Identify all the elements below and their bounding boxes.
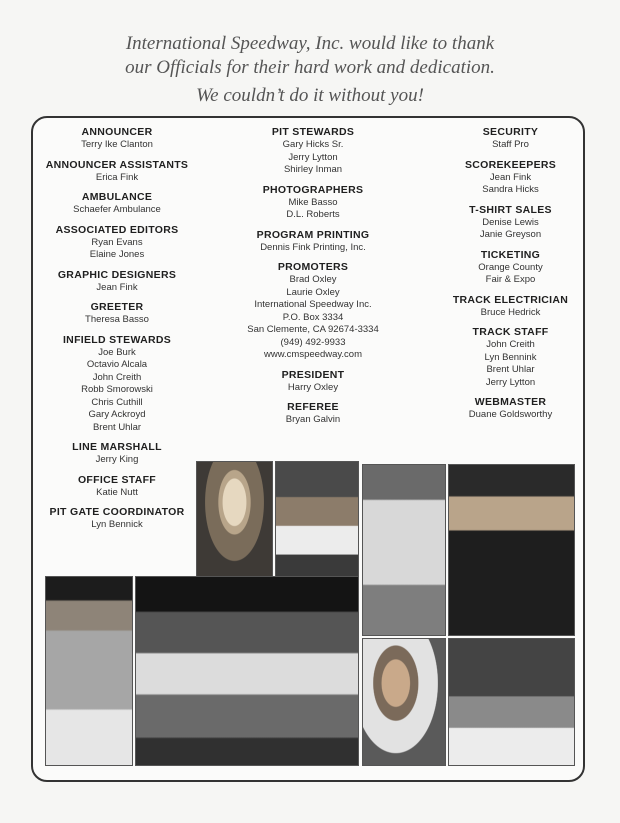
section-title: PROGRAM PRINTING [256, 228, 370, 241]
official-name: Janie Greyson [479, 229, 542, 240]
photo-group-of-officials [135, 576, 359, 766]
officials-section [37, 269, 197, 295]
official-name: Terry Ike Clanton [81, 139, 153, 150]
officials-section [228, 229, 398, 255]
section-title: PRESIDENT [281, 368, 345, 381]
officials-section [428, 126, 593, 152]
section-title: ASSOCIATED EDITORS [55, 223, 179, 236]
official-name: Theresa Basso [85, 314, 149, 325]
official-name: Schaefer Ambulance [73, 204, 161, 215]
official-name: Staff Pro [492, 139, 529, 150]
official-name: Brent Uhlar [92, 421, 142, 433]
official-name: Dennis Fink Printing, Inc. [260, 241, 366, 253]
section-title: TRACK ELECTRICIAN [452, 293, 569, 306]
official-name: Bruce Hedrick [480, 306, 541, 318]
official-name: Duane Goldsworthy [468, 409, 553, 420]
section-title: SCOREKEEPERS [464, 158, 557, 171]
official-name: Orange County [478, 261, 543, 273]
official-name: Mike Basso [288, 196, 338, 208]
header-line-2: our Officials for their hard work and dedication. [125, 57, 495, 78]
official-name: (949) 492-9933 [280, 336, 346, 348]
official-name: Octavio Alcala [86, 359, 148, 370]
officials-section [37, 474, 197, 500]
section-title: GRAPHIC DESIGNERS [57, 268, 177, 281]
photo-photographer-on-track [362, 464, 446, 636]
section-title: TRACK STAFF [472, 326, 549, 338]
official-name: P.O. Box 3334 [282, 311, 344, 323]
officials-section [228, 401, 398, 427]
officials-section [37, 334, 197, 435]
official-name: Lyn Bennink [484, 351, 537, 363]
photo-man-silver-jacket [45, 576, 133, 766]
section-title: T-SHIRT SALES [469, 203, 552, 216]
official-name: Brad Oxley [289, 274, 337, 285]
officials-section [228, 369, 398, 395]
section-title: REFEREE [287, 401, 339, 413]
officials-section [37, 191, 197, 217]
official-name: Erica Fink [95, 171, 139, 183]
official-name: Harry Oxley [287, 381, 339, 393]
section-title: ANNOUNCER ASSISTANTS [45, 158, 189, 171]
section-title: ANNOUNCER [81, 126, 153, 138]
officials-column-2 [228, 126, 398, 434]
official-name: Shirley Inman [283, 164, 343, 175]
section-title: WEBMASTER [474, 396, 547, 408]
official-name: John Creith [486, 339, 535, 350]
official-name: Jerry King [95, 454, 139, 465]
official-name: Fair & Expo [485, 274, 536, 285]
section-title: LINE MARSHALL [72, 441, 162, 453]
official-name: D.L. Roberts [286, 209, 340, 220]
official-name: International Speedway Inc. [254, 299, 372, 310]
officials-section [428, 249, 593, 287]
header-line-3: We couldn’t do it without you! [196, 85, 424, 106]
section-title: INFIELD STEWARDS [62, 333, 172, 346]
officials-section [428, 326, 593, 389]
photo-man-striped-sweater [362, 638, 446, 766]
officials-section [228, 261, 398, 362]
official-name: Gary Hicks Sr. [282, 139, 344, 150]
official-name: Gary Ackroyd [88, 409, 146, 420]
photo-smiling-woman [196, 461, 273, 578]
section-title: AMBULANCE [81, 191, 153, 203]
officials-section [37, 126, 197, 152]
thank-you-header [0, 32, 620, 108]
officials-panel [31, 116, 585, 782]
official-name: San Clemente, CA 92674-3334 [247, 324, 379, 335]
section-title: PIT STEWARDS [271, 126, 355, 138]
photo-man-in-hat [275, 461, 359, 578]
official-name: Lyn Bennick [91, 519, 143, 530]
officials-section [37, 301, 197, 327]
official-name: Brent Uhlar [486, 364, 535, 375]
officials-section [428, 294, 593, 320]
photo-crowd-in-stands [448, 638, 575, 766]
section-title: OFFICE STAFF [77, 473, 157, 486]
officials-section [428, 204, 593, 242]
official-name: Laurie Oxley [286, 286, 340, 298]
section-title: PIT GATE COORDINATOR [49, 506, 185, 518]
section-title: SECURITY [482, 126, 539, 138]
header-line-1: International Speedway, Inc. would like to thank [125, 33, 495, 54]
officials-section [37, 506, 197, 532]
official-name: Bryan Galvin [285, 414, 341, 425]
section-title: TICKETING [480, 248, 541, 261]
official-name: Jean Fink [489, 171, 532, 183]
official-name: Robb Smorowski [81, 384, 153, 395]
official-name: Joe Burk [98, 346, 136, 358]
officials-section [37, 159, 197, 185]
officials-section [228, 126, 398, 177]
officials-section [37, 224, 197, 262]
section-title: PROMOTERS [277, 261, 349, 273]
officials-section [37, 441, 197, 467]
officials-section [228, 184, 398, 222]
officials-section [428, 159, 593, 197]
official-name: www.cmspeedway.com [263, 349, 363, 360]
officials-section [428, 396, 593, 422]
officials-column-3 [428, 126, 593, 429]
official-name: Ryan Evans [91, 236, 143, 248]
official-name: Sandra Hicks [482, 184, 539, 195]
section-title: PHOTOGRAPHERS [262, 183, 364, 196]
official-name: Jerry Lytton [485, 376, 536, 388]
official-name: Chris Cuthill [91, 396, 143, 408]
officials-column-1 [37, 126, 197, 539]
official-name: Jerry Lytton [288, 151, 338, 163]
official-name: Katie Nutt [96, 486, 138, 498]
official-name: John Creith [92, 371, 142, 383]
section-title: GREETER [90, 301, 144, 313]
official-name: Jean Fink [96, 281, 138, 293]
official-name: Elaine Jones [89, 249, 145, 260]
official-name: Denise Lewis [482, 216, 539, 228]
photo-announcer-with-microphone [448, 464, 575, 636]
